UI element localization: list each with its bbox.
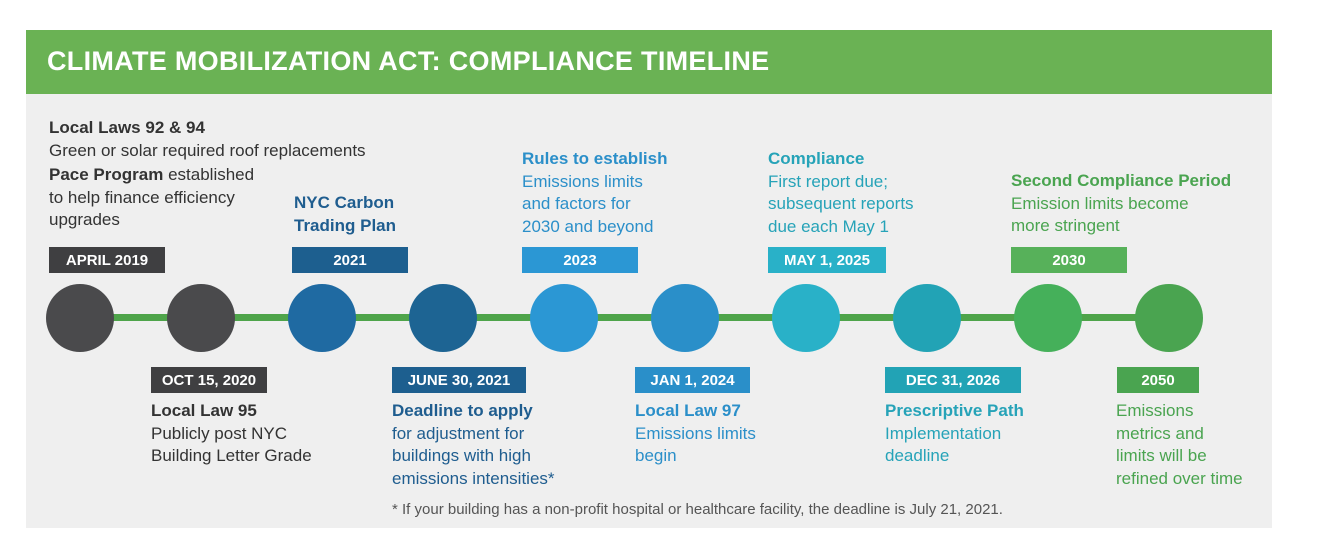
date-tag-2021: 2021: [292, 247, 408, 273]
milestone-dot-7: [772, 284, 840, 352]
milestone-dot-4: [409, 284, 477, 352]
milestone-dot-6: [651, 284, 719, 352]
date-tag-2023: 2023: [522, 247, 638, 273]
milestone-text-dec-2026: Prescriptive Path Implementation deadline: [885, 401, 1024, 465]
milestone-dot-1: [46, 284, 114, 352]
milestone-dot-9: [1014, 284, 1082, 352]
milestone-text-2021: NYC Carbon Trading Plan: [294, 193, 397, 235]
milestone-text-june-2021: Deadline to apply for adjustment for buildings with high emissions intensities*: [392, 401, 555, 488]
date-tag-april-2019: APRIL 2019: [49, 247, 165, 273]
timeline-line: [80, 314, 1170, 321]
date-tag-2050: 2050: [1117, 367, 1199, 393]
date-tag-jan-2024: JAN 1, 2024: [635, 367, 750, 393]
milestone-text-2023: Rules to establish Emissions limits and factors for 2030 and beyond: [522, 149, 668, 236]
date-tag-may-2025: MAY 1, 2025: [768, 247, 886, 273]
date-tag-dec-2026: DEC 31, 2026: [885, 367, 1021, 393]
milestone-text-2030: Second Compliance Period Emission limits become more stringent: [1011, 171, 1232, 235]
milestone-dot-5: [530, 284, 598, 352]
page-title: CLIMATE MOBILIZATION ACT: COMPLIANCE TIMELINE: [47, 46, 770, 76]
milestone-text-2050: Emissions metrics and limits will be refined over time: [1116, 401, 1243, 488]
milestone-dot-3: [288, 284, 356, 352]
date-tag-oct-2020: OCT 15, 2020: [151, 367, 267, 393]
date-tag-2030: 2030: [1011, 247, 1127, 273]
milestone-dot-2: [167, 284, 235, 352]
milestone-text-jan-2024: Local Law 97 Emissions limits begin: [635, 401, 756, 465]
milestone-dot-8: [893, 284, 961, 352]
milestone-dot-10: [1135, 284, 1203, 352]
footnote: * If your building has a non-profit hospital or healthcare facility, the deadline is July 21, 2021.: [392, 501, 1003, 518]
milestone-text-oct-2020: Local Law 95 Publicly post NYC Building Letter Grade: [151, 401, 312, 465]
milestone-text-may-2025: Compliance First report due; subsequent reports due each May 1: [768, 149, 914, 236]
date-tag-june-2021: JUNE 30, 2021: [392, 367, 526, 393]
milestone-text-april-2019: Local Laws 92 & 94 Green or solar required roof replacements Pace Program established to help finance efficiency upgrades: [49, 118, 366, 229]
